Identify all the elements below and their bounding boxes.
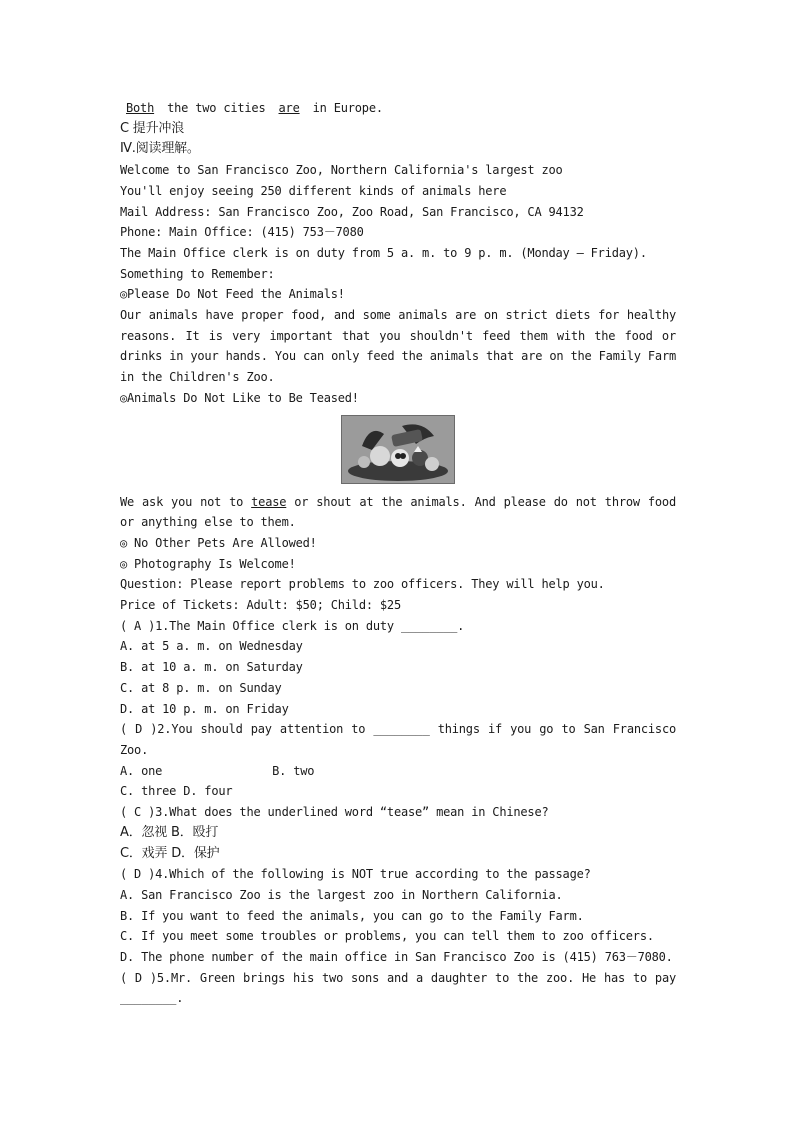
question-4: ( D )4.Which of the following is NOT true according to the passage? <box>120 867 591 882</box>
no-pets-line: ◎ No Other Pets Are Allowed! <box>120 535 317 550</box>
q3-options-cd: C．戏弄 D．保护 <box>120 845 220 861</box>
mail-address-line: Mail Address: San Francisco Zoo, Zoo Road, San Francisco, CA 94132 <box>120 204 584 219</box>
phone-line: Phone: Main Office: (415) 753－7080 <box>120 225 364 240</box>
q2-option-b: B. two <box>272 763 315 778</box>
q1-option-d: D. at 10 p. m. on Friday <box>120 701 289 716</box>
document-page <box>120 98 676 1009</box>
enjoy-line: You'll enjoy seeing 250 different kinds of animals here <box>120 183 507 198</box>
question-1: ( A )1.The Main Office clerk is on duty ________. <box>120 618 465 633</box>
q4-option-d: D. The phone number of the main office in San Francisco Zoo is (415) 763－7080. <box>120 950 673 965</box>
question-3: ( C )3.What does the underlined word “tease” mean in Chinese? <box>120 805 549 820</box>
q2-options-cd: C. three D. four <box>120 784 233 799</box>
zoo-cartoon-image <box>341 415 455 484</box>
question-2: ( D )2.You should pay attention to ________ things if you go to San Francisco Zoo. <box>120 722 676 757</box>
ticket-price-line: Price of Tickets: Adult: $50; Child: $25 <box>120 598 401 613</box>
question-line: Question: Please report problems to zoo officers. They will help you. <box>120 577 605 592</box>
q1-option-a: A. at 5 a. m. on Wednesday <box>120 639 303 654</box>
welcome-line: Welcome to San Francisco Zoo, Northern California's largest zoo <box>120 163 563 178</box>
q2-option-a: A. one <box>120 763 163 778</box>
q1-option-b: B. at 10 a. m. on Saturday <box>120 660 303 675</box>
zoo-illustration-icon <box>342 416 454 483</box>
section-iv-heading: Ⅳ.阅读理解。 <box>120 141 200 157</box>
no-feed-paragraph: Our animals have proper food, and some animals are on strict diets for healthy reasons. It is very important that you shouldn't feed them with the food or drinks in your hands. You can only feed the animals that are on the Family Farm in the Children's Zoo. <box>120 308 676 385</box>
no-feed-title: ◎Please Do Not Feed the Animals! <box>120 287 345 302</box>
q4-option-c: C. If you meet some troubles or problems, you can tell them to zoo officers. <box>120 929 654 944</box>
zoo-figure <box>120 415 676 487</box>
question-5: ( D )5.Mr. Green brings his two sons and a daughter to the zoo. He has to pay ________. <box>120 970 676 1006</box>
ask-paragraph: We ask you not to tease or shout at the animals. And please do not throw food or anything else to them. <box>120 494 676 530</box>
photography-line: ◎ Photography Is Welcome! <box>120 556 296 571</box>
q3-options-ab: A．忽视 B．殴打 <box>120 824 219 840</box>
q2-options-ab <box>120 761 676 782</box>
q4-option-a: A. San Francisco Zoo is the largest zoo in Northern California. <box>120 887 563 902</box>
answer-both: Both <box>126 101 155 115</box>
q4-option-b: B. If you want to feed the animals, you can go to the Family Farm. <box>120 908 584 923</box>
both-sentence: Both the two cities are in Europe. <box>120 98 676 119</box>
remember-heading: Something to Remember: <box>120 266 275 281</box>
underlined-tease: tease <box>251 494 287 509</box>
q1-option-c: C. at 8 p. m. on Sunday <box>120 680 282 695</box>
section-c-heading: C 提升冲浪 <box>120 120 185 136</box>
tease-title: ◎Animals Do Not Like to Be Teased! <box>120 390 359 405</box>
clerk-hours-line: The Main Office clerk is on duty from 5 a. m. to 9 p. m. (Monday — Friday). <box>120 245 647 260</box>
answer-are: are <box>278 101 300 115</box>
